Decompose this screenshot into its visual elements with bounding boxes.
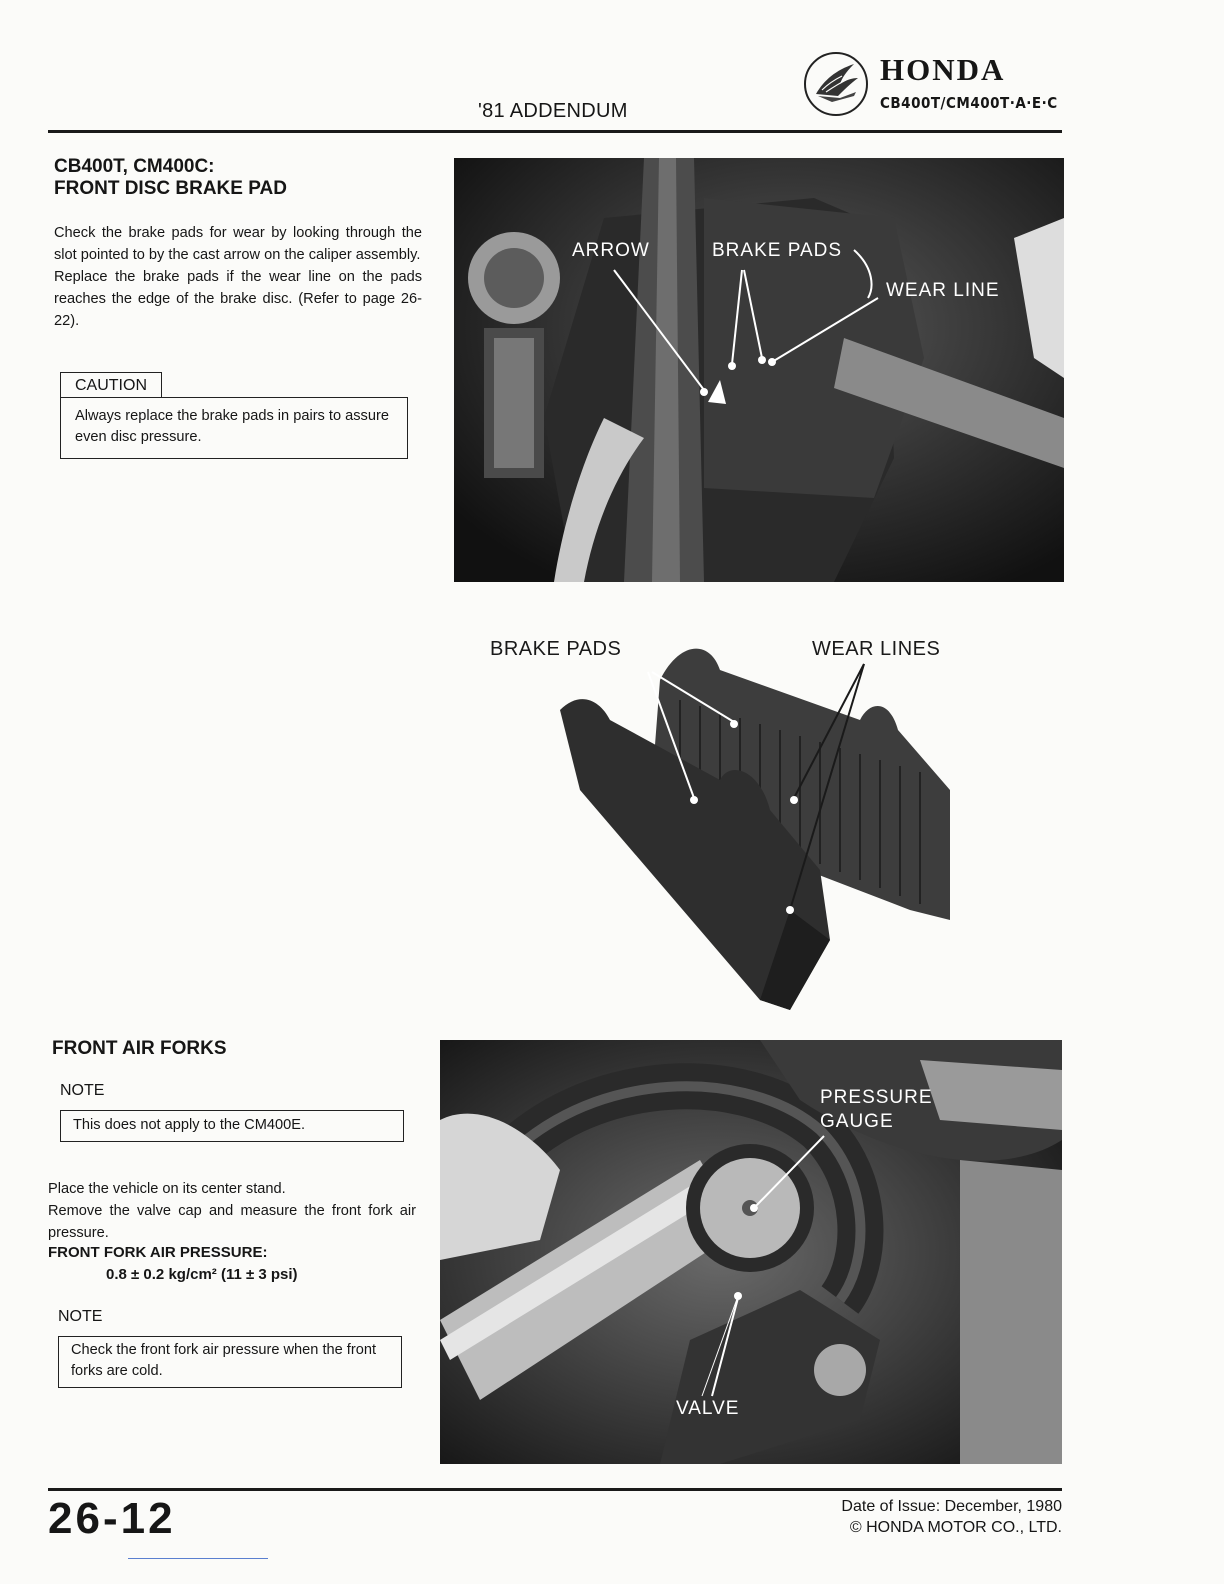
brake-instructions	[54, 222, 422, 332]
label-pressure-line2: GAUGE	[820, 1111, 894, 1132]
brake-paragraph-1: Check the brake pads for wear by looking through the slot pointed to by the cast arrow on the caliper assembly.	[54, 225, 422, 263]
date-of-issue: Date of Issue: December, 1980	[841, 1498, 1062, 1515]
note1-text: This does not apply to the CM400E.	[73, 1117, 306, 1133]
note2-text: Check the front fork air pressure when the front forks are cold.	[71, 1342, 376, 1379]
label-brake-pads: BRAKE PADS	[712, 240, 843, 261]
pressure-value: 0.8 ± 0.2 kg/cm² (11 ± 3 psi)	[106, 1266, 298, 1283]
brand-name: HONDA	[880, 52, 1006, 87]
pressure-heading: FRONT FORK AIR PRESSURE:	[48, 1244, 268, 1261]
brake-paragraph-2: Replace the brake pads if the wear line on the pads reaches the edge of the brake disc. (Refer to page 26-22).	[54, 269, 422, 329]
caution-text: Always replace the brake pads in pairs to assure even disc pressure.	[75, 408, 389, 445]
brake-title-line1: CB400T, CM400C:	[54, 156, 215, 177]
footer-info	[780, 1496, 1062, 1538]
label-valve: VALVE	[676, 1398, 740, 1419]
note2-label: NOTE	[58, 1308, 103, 1325]
note2-box	[58, 1336, 402, 1388]
copyright: © HONDA MOTOR CO., LTD.	[849, 1519, 1062, 1536]
label-arrow: ARROW	[572, 240, 650, 261]
caution-box	[60, 397, 408, 459]
fork-instructions	[48, 1178, 416, 1244]
label-pressure-line1: PRESSURE	[820, 1087, 933, 1108]
fork-paragraph-2: Remove the valve cap and measure the front fork air pressure.	[48, 1203, 416, 1241]
fork-section-title: FRONT AIR FORKS	[52, 1038, 227, 1059]
model-codes: CB400T/CM400T·A·E·C	[880, 94, 1058, 112]
note1-label: NOTE	[60, 1082, 105, 1099]
page-number: 26-12	[48, 1494, 176, 1543]
brake-pads-photo	[480, 620, 980, 1010]
caliper-photo	[454, 158, 1064, 582]
label-wear-lines: WEAR LINES	[812, 638, 941, 660]
caution-label: CAUTION	[60, 372, 162, 397]
label-pressure-gauge	[820, 1086, 933, 1134]
pressure-gauge-photo	[440, 1040, 1062, 1464]
note1-box	[60, 1110, 404, 1142]
header-divider	[48, 130, 1062, 133]
footer-divider	[48, 1488, 1062, 1491]
header-addendum: '81 ADDENDUM	[478, 100, 628, 122]
brake-section-title	[54, 156, 287, 200]
honda-wing-logo-icon	[802, 50, 870, 118]
brake-title-line2: FRONT DISC BRAKE PAD	[54, 178, 287, 199]
label-brake-pads-2: BRAKE PADS	[490, 638, 622, 660]
label-wear-line: WEAR LINE	[886, 280, 1000, 301]
link-underline	[128, 1558, 268, 1559]
fork-paragraph-1: Place the vehicle on its center stand.	[48, 1181, 286, 1197]
